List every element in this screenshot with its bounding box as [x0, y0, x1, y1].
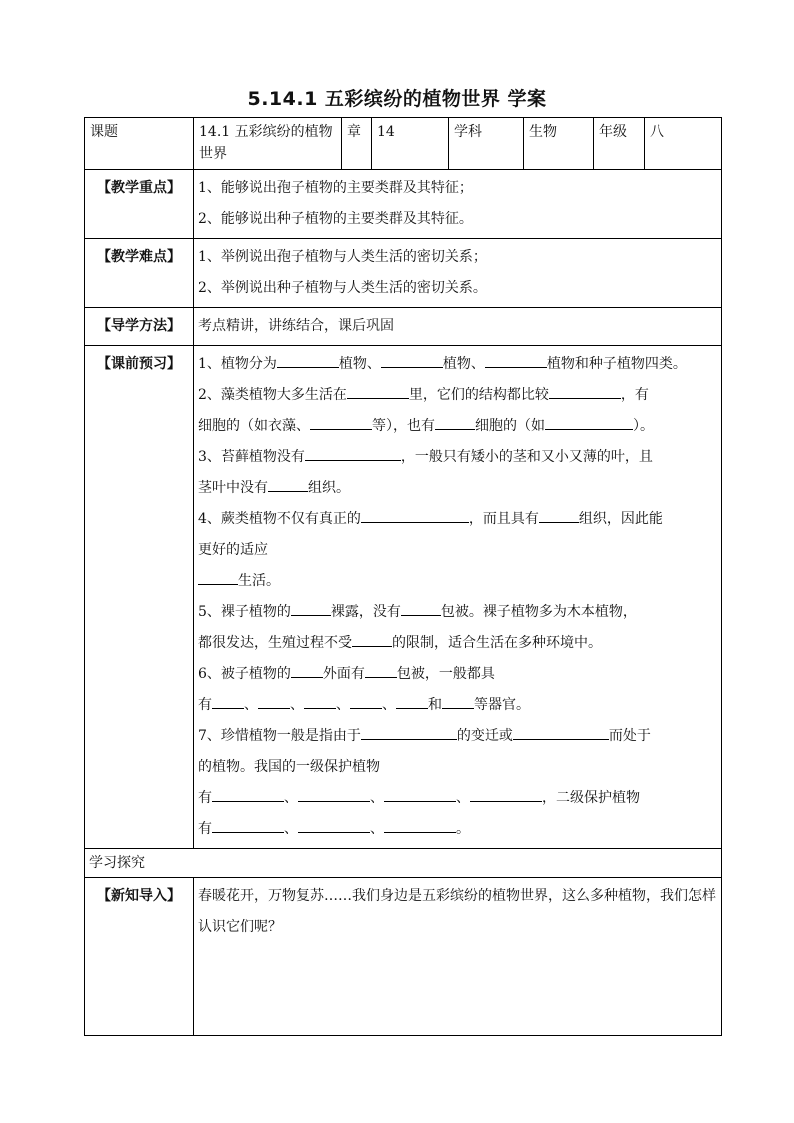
fill-blank[interactable]	[258, 692, 290, 709]
fill-blank[interactable]	[361, 723, 457, 740]
subject-label: 学科	[449, 118, 524, 170]
intro-label: 【新知导入】	[85, 878, 194, 1036]
fill-blank[interactable]	[384, 785, 456, 802]
question-7-level1: 有 、 、 、 ，二级保护植物	[198, 783, 717, 814]
topic-label: 课题	[85, 118, 194, 170]
subject-value: 生物	[524, 118, 594, 170]
explore-label: 学习探究	[85, 849, 722, 878]
fill-blank[interactable]	[268, 475, 308, 492]
intro-content: 春暖花开，万物复苏……我们身边是五彩缤纷的植物世界，这么多种植物，我们怎样认识它们呢？	[194, 878, 722, 1036]
fill-blank[interactable]	[298, 816, 370, 833]
fill-blank[interactable]	[305, 444, 401, 461]
question-4-end: 生活。	[198, 566, 717, 597]
fill-blank[interactable]	[401, 599, 441, 616]
key-point-line: 1、能够说出孢子植物的主要类群及其特征；	[198, 180, 473, 196]
key-points-content	[194, 170, 722, 239]
question-7: 7、珍惜植物一般是指由于 的变迁或 而处于	[198, 721, 717, 752]
difficulty-line: 1、举例说出孢子植物与人类生活的密切关系；	[198, 249, 487, 265]
fill-blank[interactable]	[310, 413, 372, 430]
question-6: 6、被子植物的 外面有 包被，一般都具	[198, 659, 717, 690]
fill-blank[interactable]	[277, 351, 339, 368]
intro-row	[85, 878, 722, 1036]
preview-row	[85, 346, 722, 849]
difficulty-line: 2、举例说出种子植物与人类生活的密切关系。	[198, 280, 487, 296]
lesson-plan-table	[84, 117, 722, 1036]
fill-blank[interactable]	[212, 816, 284, 833]
key-point-line: 2、能够说出种子植物的主要类群及其特征。	[198, 211, 473, 227]
header-row	[85, 118, 722, 170]
fill-blank[interactable]	[212, 692, 244, 709]
fill-blank[interactable]	[442, 692, 474, 709]
fill-blank[interactable]	[291, 661, 323, 678]
question-2: 2、藻类植物大多生活在 里，它们的结构都比较 ，有	[198, 380, 717, 411]
fill-blank[interactable]	[545, 413, 633, 430]
fill-blank[interactable]	[435, 413, 475, 430]
question-3: 3、苔藓植物没有 ，一般只有矮小的茎和又小又薄的叶，且	[198, 442, 717, 473]
method-row	[85, 308, 722, 346]
method-label: 【导学方法】	[85, 308, 194, 346]
fill-blank[interactable]	[470, 785, 542, 802]
question-5: 5、裸子植物的 裸露，没有 包被。裸子植物多为木本植物，	[198, 597, 717, 628]
grade-label: 年级	[594, 118, 645, 170]
key-points-row	[85, 170, 722, 239]
fill-blank[interactable]	[347, 382, 409, 399]
key-points-label: 【教学重点】	[85, 170, 194, 239]
fill-blank[interactable]	[352, 630, 392, 647]
page-title: 5.14.1 五彩缤纷的植物世界 学案	[247, 88, 547, 110]
preview-label: 【课前预习】	[85, 346, 194, 849]
fill-blank[interactable]	[384, 816, 456, 833]
fill-blank[interactable]	[513, 723, 609, 740]
difficulties-content	[194, 239, 722, 308]
topic-value: 14.1 五彩缤纷的植物世界	[194, 118, 342, 170]
fill-blank[interactable]	[212, 785, 284, 802]
question-6-cont: 有 、 、 、 、 和 等器官。	[198, 690, 717, 721]
fill-blank[interactable]	[361, 506, 469, 523]
fill-blank[interactable]	[485, 351, 547, 368]
grade-value: 八	[645, 118, 722, 170]
chapter-value: 14	[372, 118, 449, 170]
fill-blank[interactable]	[381, 351, 443, 368]
fill-blank[interactable]	[396, 692, 428, 709]
difficulties-row	[85, 239, 722, 308]
fill-blank[interactable]	[298, 785, 370, 802]
fill-blank[interactable]	[350, 692, 382, 709]
question-2-cont: 细胞的（如衣藻、 等），也有 细胞的（如 ）。	[198, 411, 717, 442]
fill-blank[interactable]	[198, 568, 238, 585]
question-5-cont: 都很发达，生殖过程不受 的限制，适合生活在多种环境中。	[198, 628, 717, 659]
question-4-cont: 更好的适应	[198, 542, 268, 558]
question-1: 1、植物分为 植物、 植物、 植物和种子植物四类。	[198, 349, 717, 380]
chapter-label: 章	[342, 118, 372, 170]
fill-blank[interactable]	[549, 382, 621, 399]
explore-row	[85, 849, 722, 878]
question-7-level2: 有 、 、 。	[198, 814, 717, 845]
question-7-cont: 的植物。我国的一级保护植物	[198, 759, 380, 775]
difficulties-label: 【教学难点】	[85, 239, 194, 308]
fill-blank[interactable]	[291, 599, 331, 616]
fill-blank[interactable]	[365, 661, 397, 678]
method-content: 考点精讲，讲练结合，课后巩固	[194, 308, 722, 346]
fill-blank[interactable]	[304, 692, 336, 709]
question-4: 4、蕨类植物不仅有真正的 ，而且具有 组织，因此能	[198, 504, 717, 535]
question-3-cont: 茎叶中没有 组织。	[198, 473, 717, 504]
fill-blank[interactable]	[539, 506, 579, 523]
preview-content	[194, 346, 722, 849]
